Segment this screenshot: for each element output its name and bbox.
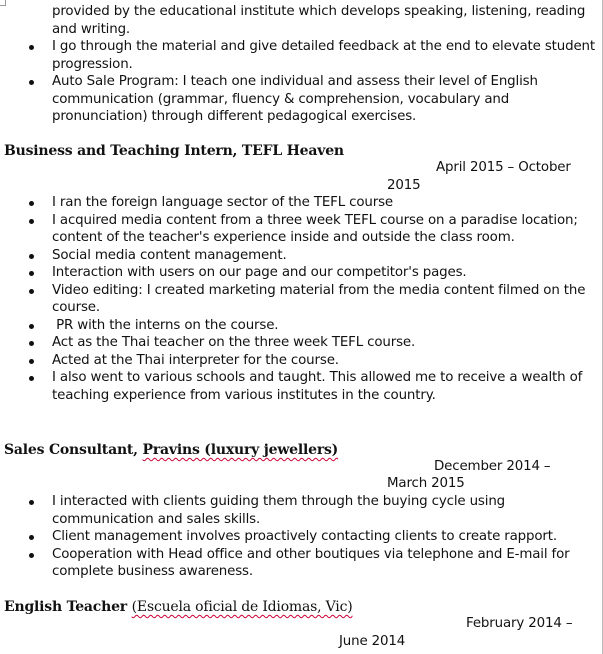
previous-job-list <box>0 3 603 126</box>
list-item: provided by the educational institute which develops speaking, listening, reading and writing. <box>52 4 586 37</box>
job-title <box>4 142 344 160</box>
job-employer: (Escuela oficial de Idiomas, Vic) <box>131 599 353 615</box>
list-item: I also went to various schools and taught. This allowed me to receive a wealth of teaching experience from various institutes in the country. <box>0 369 603 404</box>
list-item: PR with the interns on the course. <box>0 317 603 335</box>
job-duties-list <box>0 194 603 404</box>
job-title-prefix: English Teacher <box>4 599 132 615</box>
list-item: Cooperation with Head office and other boutiques via telephone and E-mail for complete business awareness. <box>0 546 603 581</box>
job-date-end: June 2014 <box>339 634 406 649</box>
list-item: Client management involves proactively contacting clients to create rapport. <box>0 528 603 546</box>
job-title-text: Business and Teaching Intern, TEFL Heaven <box>4 143 344 159</box>
list-item: I acquired media content from a three week TEFL course on a paradise location; content of the teacher's experience inside and outside the class room. <box>0 212 603 247</box>
job-date-start: February 2014 – <box>466 616 573 631</box>
job-employer: Pravins (luxury jewellers) <box>142 442 339 458</box>
list-item: I go through the material and give detailed feedback at the end to elevate student progression. <box>0 38 603 73</box>
job-duties-list <box>0 493 603 581</box>
job-title <box>4 441 338 459</box>
list-item: Auto Sale Program: I teach one individual and assess their level of English communication (grammar, fluency & comprehension, vocabulary and pronunciation) through different pedagogical exercises. <box>0 73 603 126</box>
list-item: Social media content management. <box>0 247 603 265</box>
job-title-prefix: Sales Consultant, <box>4 442 143 458</box>
job-title <box>4 598 352 616</box>
job-date-start: April 2015 – October <box>436 160 571 175</box>
job-date-start: December 2014 – <box>434 459 551 474</box>
job-date-end: 2015 <box>387 178 421 193</box>
list-item: Acted at the Thai interpreter for the course. <box>0 352 603 370</box>
list-item: Act as the Thai teacher on the three week TEFL course. <box>0 334 603 352</box>
list-item: I interacted with clients guiding them through the buying cycle using communication and sales skills. <box>0 493 603 528</box>
list-item: I ran the foreign language sector of the TEFL course <box>0 194 603 212</box>
list-item: Interaction with users on our page and our competitor's pages. <box>0 264 603 282</box>
list-item: Video editing: I created marketing material from the media content filmed on the course. <box>0 282 603 317</box>
job-date-end: March 2015 <box>387 476 465 491</box>
